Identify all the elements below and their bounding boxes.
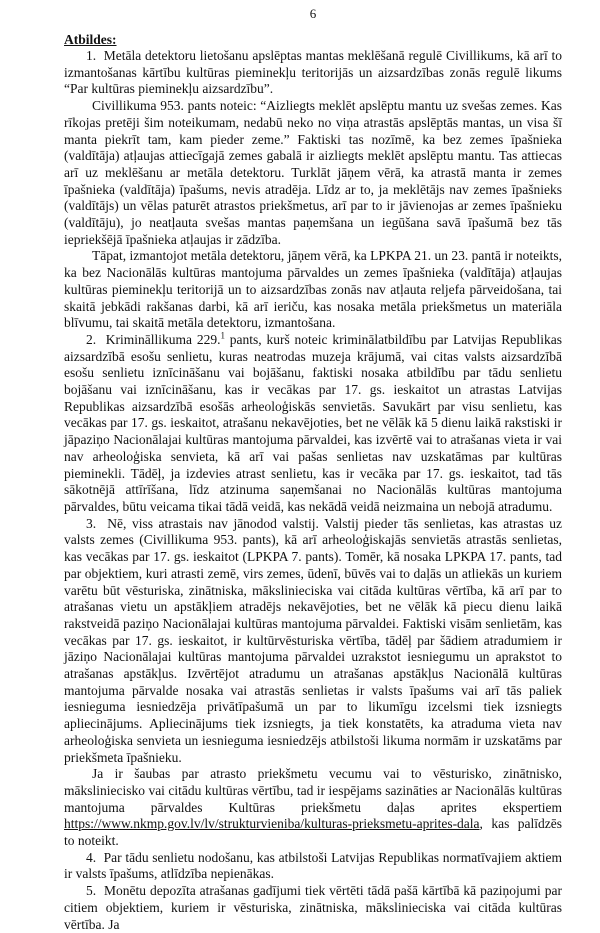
lpkpa-paragraph: Tāpat, izmantojot metāla detektoru, jāņem vērā, ka LPKPA 21. un 23. pantā ir noteikts, ka bez Nacionālās kultūras mantojuma pārvaldes un zemes īpašnieka (valdītāja) atļaujas kultūras pieminekļu teritorijā un to aizsardzības zonās nav atļauta reljefa pārveidošana, tai skaitā jebkādi rakšanas darbi, kā arī ieriču, kas nosaka metāla priekšmetus un materiāla blīvumu, tai skaitā metāla detektoru, izmantošana. bbox=[64, 248, 563, 331]
answer-1-paragraph: 1. Metāla detektoru lietošanu apslēptas mantas meklēšanā regulē Civillikums, kā arī to izmantošanas kārtību kultūras pieminekļu teritorijās un aizsardzības zonās regulē likums “Par kultūras pieminekļu aizsardzību”. bbox=[64, 48, 562, 97]
nkmp-experts-link[interactable]: https://www.nkmp.gov.lv/lv/strukturvieniba/kulturas-prieksmetu-aprites-dala bbox=[64, 816, 480, 832]
civil-law-paragraph: Civillikuma 953. pants noteic: “Aizliegts meklēt apslēptu mantu uz svešas zemes. Kas rīkojas pretēji šim noteikumam, nedabū neko no viņa atrastās apslēptās mantas, un visa šī manta piekrīt tam, kam pieder zeme.” Faktiski tas nozīmē, ka bez zemes īpašnieka (valdītāja) atļaujas attiecīgajā zemes gabalā ir aizliegts meklēt apslēptu mantu. Tas attiecas arī uz meklēšanu ar metāla detektoru. Turklāt jāņem vērā, ka atrastā manta ir zemes īpašnieka (valdītāja) īpašums, nevis atradēja. Līdz ar to, ja meklētājs nav zemes īpašnieks (valdītājs) un vēlas paturēt atrastos priekšmetus, arī par to ir jāvienojas ar zemes īpašnieku (valdītāju), jo neatļauta svešas mantas paņemšana un iegūšana savā īpašumā bez tās iepriekšējā īpašnieka atļaujas ir zādzība. bbox=[64, 98, 562, 247]
experts-text-start: Ja ir šaubas par atrasto priekšmetu vecumu vai to vēsturisko, zinātnisko, māksliniecisko vai citādu kultūras vērtību, tad ir iespējams sazināties ar Nacionālās kultūras mantojuma pārvaldes Kultūras priekšmetu daļas aprites ekspertiem bbox=[64, 766, 562, 815]
answer-2-text-rest: pants, kurš noteic kriminālatbildību par Latvijas Republikas aizsardzībā esošu senlietu, kuras neatrodas muzeja krājumā, vai citas valsts aizsardzībā esošu senlietu iznīcināšanu vai bojāšanu, faktiski nosaka atbildību par tādu senlietu bojāšanu vai iznīcināšanu, kas ir vecākas par 17. gs. ieskaitot un atrastas Latvijas Republikas aizsardzībā esošās arheoloģiskās senvietās. Savukārt par visu senlietu, kas vecākas par 17. gs. ieskaitot, atrašanu nekavējoties, bet ne vēlāk kā 5 dienu laikā rakstiski ir jāpaziņo Nacionālajai kultūras mantojuma pārvaldei, kas izvērtē vai to atrašanas vieta ir vai nav arheoloģiska senvieta, kā arī vai pašas senlietas nav uzskatāmas par kultūras pieminekli. Tādēļ, ja izdevies atrast senlietu, kas ir vecāka par 17. gs. ieskaitot, tad tās sākotnējā attīrīšana, līdz atzinuma saņemšanai no Nacionālās kultūras mantojuma pārvaldes, būtu veicama tikai tādā veidā, kas nekādā veidā neizmaina un nebojā atradumu. bbox=[64, 331, 563, 514]
answer-2-text-start: 2. Krimināllikuma 229. bbox=[86, 331, 221, 347]
page-number: 6 bbox=[309, 6, 317, 21]
answer-3-paragraph: 3. Nē, viss atrastais nav jānodod valstij. Valstij pieder tās senlietas, kas atrastas uz valsts zemes (Civillikuma 953. pants), kā arī arheoloģiskajās senvietās atrastās senlietas, kas vecākas par 17. gs. ieskaitot (LPKPA 7. pants). Tomēr, kā nosaka LPKPA 17. pants, tad par objektiem, kuri atrasti zemē, virs zemes, ūdenī, būvēs vai to daļās un atliekās un kuriem varētu būt vēsturiska, zinātniska, mākslinieciska vai citāda kultūras vērtība, kā arī par to atrašanas vietu un apstākļiem atradējs nekavējoties, bet ne vēlāk kā piecu dienu laikā rakstveidā paziņo Nacionālajai kultūras mantojuma pārvaldei. Faktiski visām senlietām, kas vecākas par 17. gs. ieskaitot, ir kultūrvēsturiska vērtība, tādēļ par šādiem atradumiem ir jāziņo Nacionālajai kultūras mantojuma pārvaldei uzrakstot iesniegumu un aprakstot to atrašanas apstākļus. Izvērtējot atradumu un atrašanas apstākļus Nacionālā kultūras mantojuma pārvalde nosaka vai atrastās senlietas ir valsts īpašums vai arī tās paliek iesnieguma iesniedzēja privātīpašumā un par to likumīgu izcelsmi tiek izsniegts apliecinājums. Apliecinājums tiek izsniegts, ja tiek konstatēts, ka atraduma vieta nav arheoloģiska senvieta un iesnieguma iesniedzējs atbilstoši likuma normām ir uzskatāms par priekšmeta īpašnieku. bbox=[64, 515, 562, 765]
answer-2-paragraph bbox=[64, 332, 562, 516]
experts-paragraph bbox=[64, 766, 562, 850]
answer-4-paragraph: 4. Par tādu senlietu nodošanu, kas atbilstoši Latvijas Republikas normatīvajiem aktiem ir valsts īpašums, atlīdzība nepienākas. bbox=[64, 849, 562, 882]
answer-5-paragraph: 5. Monētu depozīta atrašanas gadījumi tiek vērtēti tādā pašā kārtībā kā paziņojumi par citiem objektiem, kuriem ir vēsturiska, zinātniska, mākslinieciska vai citāda kultūras vērtība. Ja bbox=[64, 883, 562, 932]
footnote-superscript: 1 bbox=[220, 330, 225, 341]
experts-text-end: , kas palīdzēs to noteikt. bbox=[64, 816, 562, 849]
section-heading: Atbildes: bbox=[64, 32, 117, 47]
